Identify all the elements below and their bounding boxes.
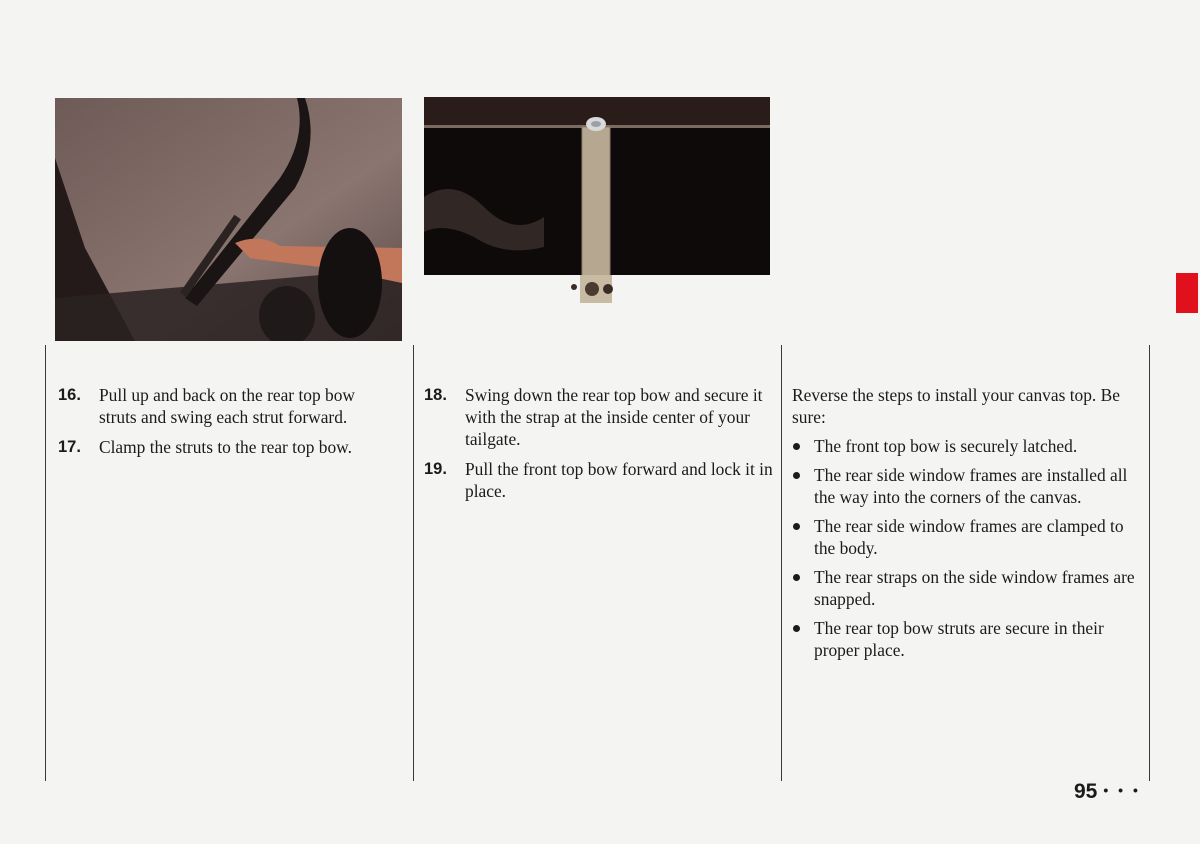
checklist-intro: Reverse the steps to install your canvas top. Be sure: <box>792 385 1120 427</box>
step-number: 19. <box>424 460 447 478</box>
checklist-item <box>792 515 1142 559</box>
checklist-item <box>792 566 1142 610</box>
page-dots: • • • <box>1103 782 1141 798</box>
photo-tailgate-strap <box>424 97 770 309</box>
checklist-item <box>792 464 1142 508</box>
bullet-icon <box>792 617 814 661</box>
column-rule-1 <box>45 345 46 781</box>
column-rule-3 <box>781 345 782 781</box>
photo-rear-strut <box>55 98 402 341</box>
step-number: 16. <box>58 386 81 404</box>
instructions-column-2 <box>424 384 774 510</box>
checklist-item-text: The rear straps on the side window frames are snapped. <box>814 567 1135 609</box>
step-text: Pull the front top bow forward and lock it in place. <box>465 459 773 501</box>
checklist-item-text: The rear side window frames are clamped to the body. <box>814 516 1124 558</box>
column-rule-4 <box>1149 345 1150 781</box>
photo-tailgate-strap-graphic <box>424 97 770 309</box>
step-text: Swing down the rear top bow and secure it with the strap at the inside center of your tailgate. <box>465 385 763 449</box>
step-19 <box>424 458 774 502</box>
bullet-icon <box>792 464 814 508</box>
step-text: Clamp the struts to the rear top bow. <box>99 437 352 457</box>
checklist-item-text: The rear side window frames are installed all the way into the corners of the canvas. <box>814 465 1128 507</box>
column-rule-2 <box>413 345 414 781</box>
page-number-footer <box>1074 780 1141 804</box>
bullet-icon <box>792 566 814 610</box>
bullet-icon <box>792 515 814 559</box>
instructions-column-1 <box>58 384 388 466</box>
install-checklist-column <box>792 384 1142 668</box>
step-18 <box>424 384 774 450</box>
bullet-icon <box>792 435 814 457</box>
page-number: 95 <box>1074 780 1098 803</box>
checklist-item <box>792 435 1142 457</box>
checklist-item-text: The rear top bow struts are secure in their proper place. <box>814 618 1104 660</box>
photo-rear-strut-graphic <box>55 98 402 341</box>
checklist-item-text: The front top bow is securely latched. <box>814 436 1078 456</box>
step-number: 17. <box>58 438 81 456</box>
checklist-item <box>792 617 1142 661</box>
checklist <box>792 435 1142 661</box>
step-text: Pull up and back on the rear top bow struts and swing each strut forward. <box>99 385 355 427</box>
step-17 <box>58 436 388 458</box>
section-edge-tab <box>1176 273 1198 313</box>
step-number: 18. <box>424 386 447 404</box>
step-16 <box>58 384 388 428</box>
